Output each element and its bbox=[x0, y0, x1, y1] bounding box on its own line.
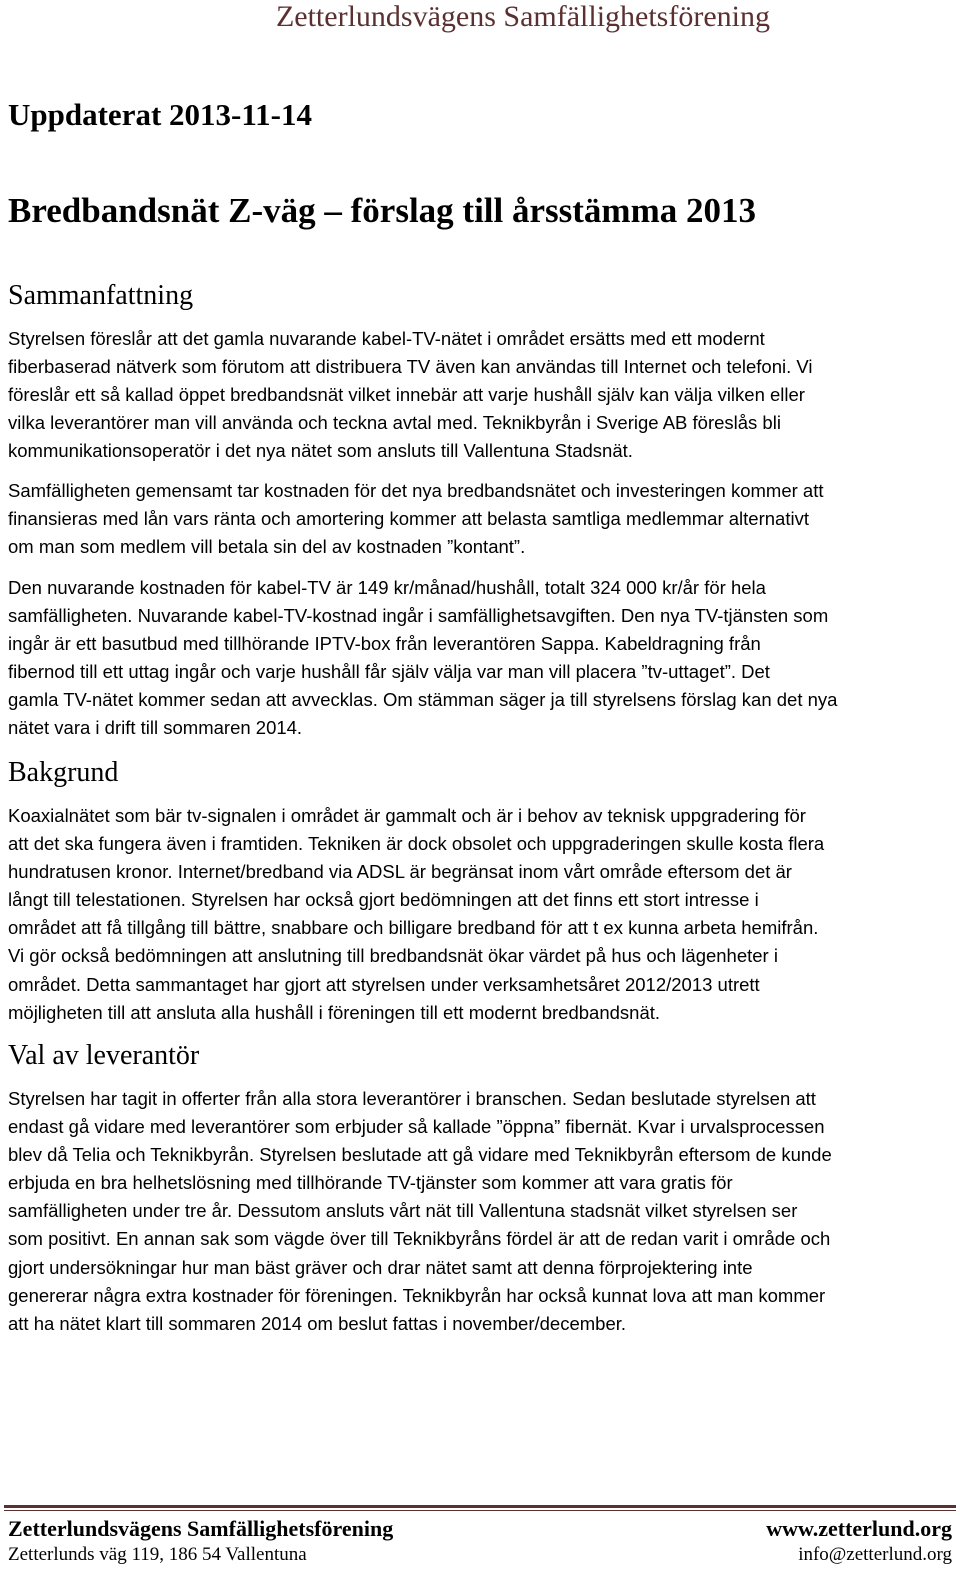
summary-paragraph-1 bbox=[8, 325, 953, 465]
text-line: möjligheten till att ansluta alla hushåll i föreningen till ett modernt bredbandsnät. bbox=[8, 1001, 661, 1023]
section-heading-supplier: Val av leverantör bbox=[8, 1040, 200, 1071]
text-line: om man som medlem vill betala sin del av kostnaden ”kontant”. bbox=[8, 536, 526, 558]
text-line: gamla TV-nätet kommer sedan att avvecklas. Om stämman säger ja till styrelsens förslag kan det nya bbox=[8, 689, 838, 711]
text-line: erbjuda en bra helhetslösning med tillhörande TV-tjänster som kommer att vara gratis för bbox=[8, 1172, 733, 1194]
text-line: Vi gör också bedömningen att anslutning till bredbandsnät ökar värdet på hus och lägenheter i bbox=[8, 945, 778, 967]
page-header-title: Zetterlundsvägens Samfällighetsförening bbox=[275, 0, 770, 33]
text-line: fibernod till ett uttag ingår och varje hushåll får själv välja var man vill placera ”tv-uttaget”. Det bbox=[8, 661, 770, 683]
text-line: området. Detta sammantaget har gjort att styrelsen under verksamhetsåret 2012/2013 utrett bbox=[8, 973, 760, 995]
text-line: Styrelsen föreslår att det gamla nuvarande kabel-TV-nätet i området ersätts med ett modernt bbox=[8, 328, 765, 349]
footer-website-link[interactable]: www.zetterlund.org bbox=[766, 1516, 952, 1541]
section-heading-summary: Sammanfattning bbox=[8, 280, 194, 311]
summary-paragraph-2 bbox=[8, 477, 953, 561]
footer-address: Zetterlunds väg 119, 186 54 Vallentuna bbox=[8, 1544, 307, 1565]
document-title: Bredbandsnät Z-väg – förslag till årsstämma 2013 bbox=[8, 191, 756, 230]
text-line: kommunikationsoperatör i det nya nätet som ansluts till Vallentuna Stadsnät. bbox=[8, 440, 633, 462]
text-line: att ha nätet klart till sommaren 2014 om beslut fattas i november/december. bbox=[8, 1312, 627, 1334]
section-heading-background: Bakgrund bbox=[8, 757, 119, 788]
text-line: föreslår ett så kallad öppet bredbandsnät vilket innebär att varje hushåll själv kan välja vilken eller bbox=[8, 384, 805, 406]
text-line: Styrelsen har tagit in offerter från alla stora leverantörer i branschen. Sedan beslutade styrelsen att bbox=[8, 1088, 816, 1109]
text-line: endast gå vidare med leverantörer som erbjuder så kallade ”öppna” fibernät. Kvar i urvalsprocessen bbox=[8, 1116, 825, 1138]
text-line: gjort undersökningar hur man bäst gräver och drar nätet samt att denna förprojektering inte bbox=[8, 1256, 753, 1278]
text-line: Koaxialnätet som bär tv-signalen i området är gammalt och är i behov av teknisk uppgradering för bbox=[8, 805, 806, 826]
text-line: samfälligheten under tre år. Dessutom ansluts vårt nät till Vallentuna stadsnät vilket styrelsen ser bbox=[8, 1200, 798, 1222]
text-line: finansieras med lån vars ränta och amortering kommer att belasta samtliga medlemmar alternativt bbox=[8, 508, 809, 530]
text-line: nätet vara i drift till sommaren 2014. bbox=[8, 717, 303, 739]
text-line: genererar några extra kostnader för föreningen. Teknikbyrån har också kunnat lova att man kommer bbox=[8, 1284, 826, 1306]
text-line: som positivt. En annan sak som vägde över till Teknikbyråns fördel är att de redan varit i område och bbox=[8, 1228, 831, 1250]
footer-divider-thin bbox=[4, 1510, 956, 1511]
background-paragraph bbox=[8, 802, 953, 1027]
summary-paragraph-3 bbox=[8, 574, 953, 743]
text-line: långt till telestationen. Styrelsen har också gjort bedömningen att det finns ett stort intresse i bbox=[8, 889, 759, 911]
footer-email-link[interactable]: info@zetterlund.org bbox=[798, 1544, 952, 1565]
text-line: Den nuvarande kostnaden för kabel-TV är 149 kr/månad/hushåll, totalt 324 000 kr/år för hela bbox=[8, 577, 766, 598]
supplier-paragraph bbox=[8, 1085, 953, 1338]
updated-date-heading: Uppdaterat 2013-11-14 bbox=[8, 97, 312, 132]
footer-org-name: Zetterlundsvägens Samfällighetsförening bbox=[8, 1516, 394, 1541]
text-line: området att få tillgång till bättre, snabbare och billigare bredband för att t ex kunna arbeta hemifrån. bbox=[8, 917, 819, 939]
footer-divider bbox=[4, 1505, 956, 1508]
text-line: vilka leverantörer man vill använda och teckna avtal med. Teknikbyrån i Sverige AB föreslås bli bbox=[8, 412, 781, 434]
text-line: ingår är ett basutbud med tillhörande IPTV-box från leverantören Sappa. Kabeldragning från bbox=[8, 633, 761, 655]
text-line: samfälligheten. Nuvarande kabel-TV-kostnad ingår i samfällighetsavgiften. Den nya TV-tjänsten som bbox=[8, 605, 829, 627]
text-line: blev då Telia och Teknikbyrån. Styrelsen beslutade att gå vidare med Teknikbyrån eftersom de kunde bbox=[8, 1144, 832, 1166]
text-line: hundratusen kronor. Internet/bredband via ADSL är begränsat inom vårt område eftersom det är bbox=[8, 861, 792, 883]
text-line: att det ska fungera även i framtiden. Tekniken är dock obsolet och uppgraderingen skulle kosta flera bbox=[8, 833, 825, 855]
text-line: Samfälligheten gemensamt tar kostnaden för det nya bredbandsnätet och investeringen kommer att bbox=[8, 480, 824, 501]
text-line: fiberbaserad nätverk som förutom att distribuera TV även kan användas till Internet och telefoni. Vi bbox=[8, 356, 813, 378]
